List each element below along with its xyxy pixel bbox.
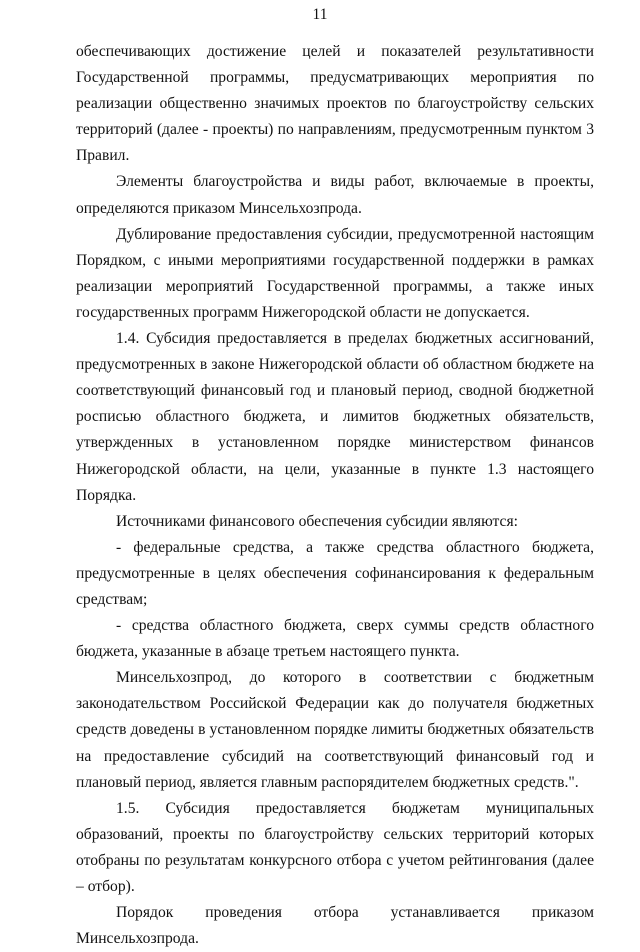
paragraph: Минсельхозпрод, до которого в соответствии с бюджетным законодательством Российской Федерации как до получателя бюджетных средств доведены в установленном порядке лимиты бюджетных обязательств на предоставление субсидий на соответствующий финансовый год и плановый период, является главным распорядителем бюджетных средств.". <box>76 669 594 791</box>
paragraph: Порядок проведения отбора устанавливается приказом Минсельхозпрода. <box>76 904 594 948</box>
paragraph: - средства областного бюджета, сверх суммы средств областного бюджета, указанные в абзаце третьем настоящего пункта. <box>76 617 594 661</box>
paragraph: Элементы благоустройства и виды работ, включаемые в проекты, определяются приказом Минсельхозпрода. <box>76 173 594 217</box>
paragraph: 1.5. Субсидия предоставляется бюджетам муниципальных образований, проекты по благоустройству сельских территорий которых отобраны по результатам конкурсного отбора с учетом рейтингования (далее – отбор). <box>76 799 594 895</box>
paragraph: Источниками финансового обеспечения субсидии являются: <box>116 512 518 530</box>
paragraph: - федеральные средства, а также средства областного бюджета, предусмотренные в целях обеспечения софинансирования к федеральным средствам; <box>76 538 594 608</box>
paragraph: Дублирование предоставления субсидии, предусмотренной настоящим Порядком, с иными мероприятиями государственной поддержки в рамках реализации мероприятий Государственной программы, а также иных государственных программ Нижегородской области не допускается. <box>76 225 594 321</box>
document-body <box>76 39 594 952</box>
paragraph: 1.4. Субсидия предоставляется в пределах бюджетных ассигнований, предусмотренных в законе Нижегородской области об областном бюджете на соответствующий финансовый год и плановый период, сводной бюджетной росписью областного бюджета, и лимитов бюджетных обязательств, утвержденных в установленном порядке министерством финансов Нижегородской области, на цели, указанные в пункте 1.3 настоящего Порядка. <box>76 330 594 504</box>
page-number: 11 <box>312 6 328 23</box>
paragraph: обеспечивающих достижение целей и показателей результативности Государственной программы, предусматривающих мероприятия по реализации общественно значимых проектов по благоустройству сельских территорий (далее - проекты) по направлениям, предусмотренным пунктом 3 Правил. <box>76 43 594 165</box>
